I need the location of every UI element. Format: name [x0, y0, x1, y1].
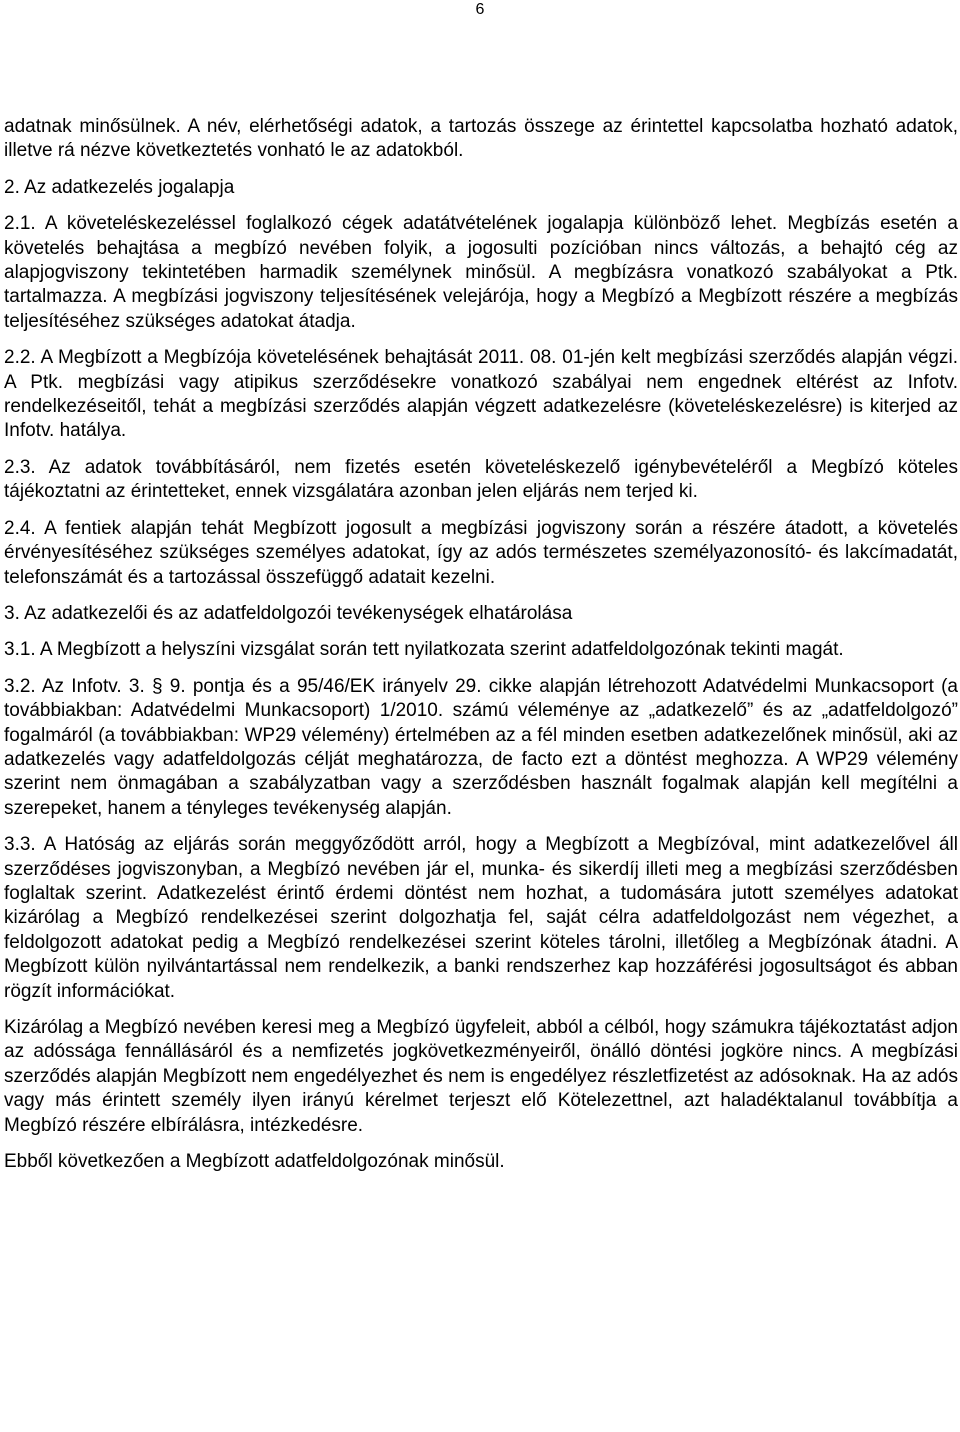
paragraph-2-2: 2.2. A Megbízott a Megbízója követelésének behajtását 2011. 08. 01-jén kelt megbízási szerződés alapján végzi. A Ptk. megbízási vagy atipikus szerződésekre vonatkozó szabályai nem engednek eltérést az Infotv. rendelkezéseitől, tehát a megbízási szerződés alapján végzett adatkezelésre (követeléskezelésre) is kiterjed az Infotv. hatálya.	[4, 347, 958, 442]
paragraph-2-4: 2.4. A fentiek alapján tehát Megbízott jogosult a megbízási jogviszony során a részére átadott, a követelés érvényesítéséhez szükséges személyes adatokat, így az adós természetes személyazonosító- és lakcímadatát, telefonszámát és a tartozással összefüggő adatait kezelni.	[4, 517, 958, 588]
page-number: 6	[475, 1, 485, 18]
document-body	[4, 115, 958, 1186]
paragraph-conclusion-detail: Kizárólag a Megbízó nevében keresi meg a Megbízó ügyfeleit, abból a célból, hogy számukra tájékoztatást adjon az adóssága fennállásáról és a nemfizetés jogkövetkezményeiről, önálló döntési jogköre nincs. A megbízási szerződés alapján Megbízott nem engedélyezhet és nem is engedélyez részletfizetést az adósoknak. Ha az adós vagy más érintett személy ilyen irányú kérelmet terjeszt elő Kötelezettnel, azt haladéktalanul továbbítja a Megbízó részére elbírálásra, intézkedésre.	[4, 1017, 958, 1136]
paragraph-conclusion: Ebből következően a Megbízott adatfeldolgozónak minősül.	[4, 1151, 505, 1173]
paragraph-3-1: 3.1. A Megbízott a helyszíni vizsgálat során tett nyilatkozata szerint adatfeldolgozónak tekinti magát.	[4, 639, 844, 661]
paragraph-2-1: 2.1. A követeléskezeléssel foglalkozó cégek adatátvételének jogalapja különböző lehet. Megbízás esetén a követelés behajtása a megbízó nevében folyik, a jogosulti pozícióban nincs változás, a behajtó cég az alapjogviszony tekintetében harmadik személynek minősül. A megbízásra vonatkozó szabályokat a Ptk. tartalmazza. A megbízási jogviszony teljesítésének velejárója, hogy a Megbízó a Megbízott részére a megbízás teljesítéséhez szükséges adatokat átadja.	[4, 213, 958, 332]
paragraph-3-3: 3.3. A Hatóság az eljárás során meggyőződött arról, hogy a Megbízott a Megbízóval, mint adatkezelővel áll szerződéses jogviszonyban, a Megbízó nevében jár el, munka- és sikerdíj illeti meg a megbízási szerződésben foglaltak szerint. Adatkezelést érintő érdemi döntést nem hozhat, a tudomására jutott személyes adatokat kizárólag a Megbízó rendelkezései szerint dolgozhatja fel, saját célra adatfeldolgozást nem végezhet, a feldolgozott adatokat pedig a Megbízó rendelkezései szerint köteles tárolni, illetőleg a Megbízónak átadni. A Megbízott külön nyilvántartással nem rendelkezik, a banki rendszerhez kap hozzáférési jogosultságot és abban rögzít információkat.	[4, 834, 958, 1002]
section-heading-3: 3. Az adatkezelői és az adatfeldolgozói tevékenységek elhatárolása	[4, 602, 573, 624]
paragraph-2-3: 2.3. Az adatok továbbításáról, nem fizetés esetén követeléskezelő igénybevételéről a Megbízó köteles tájékoztatni az érintetteket, ennek vizsgálatára azonban jelen eljárás nem terjed ki.	[4, 456, 958, 503]
section-heading-2: 2. Az adatkezelés jogalapja	[4, 176, 235, 198]
paragraph-3-2: 3.2. Az Infotv. 3. § 9. pontja és a 95/46/EK irányelv 29. cikke alapján létrehozott Adatvédelmi Munkacsoport (a továbbiakban: Adatvédelmi Munkacsoport) 1/2010. számú véleménye az „adatkezelő” és az „adatfeldolgozó” fogalmáról (a továbbiakban: WP29 vélemény) értelmében az a fél minden esetben adatkezelőnek minősül, aki az adatkezelés vagy adatfeldolgozás célját meghatározza, de facto ezt a döntést meghozza. A WP29 vélemény szerint nem önmagában a szabályzatban vagy a szerződésben használt fogalmak alapján kell megítélni a szerepeket, hanem a tényleges tevékenység alapján.	[4, 675, 958, 819]
paragraph-intro: adatnak minősülnek. A név, elérhetőségi adatok, a tartozás összege az érintettel kapcsolatba hozható adatok, illetve rá nézve következtetés vonható le az adatokból.	[4, 116, 958, 162]
